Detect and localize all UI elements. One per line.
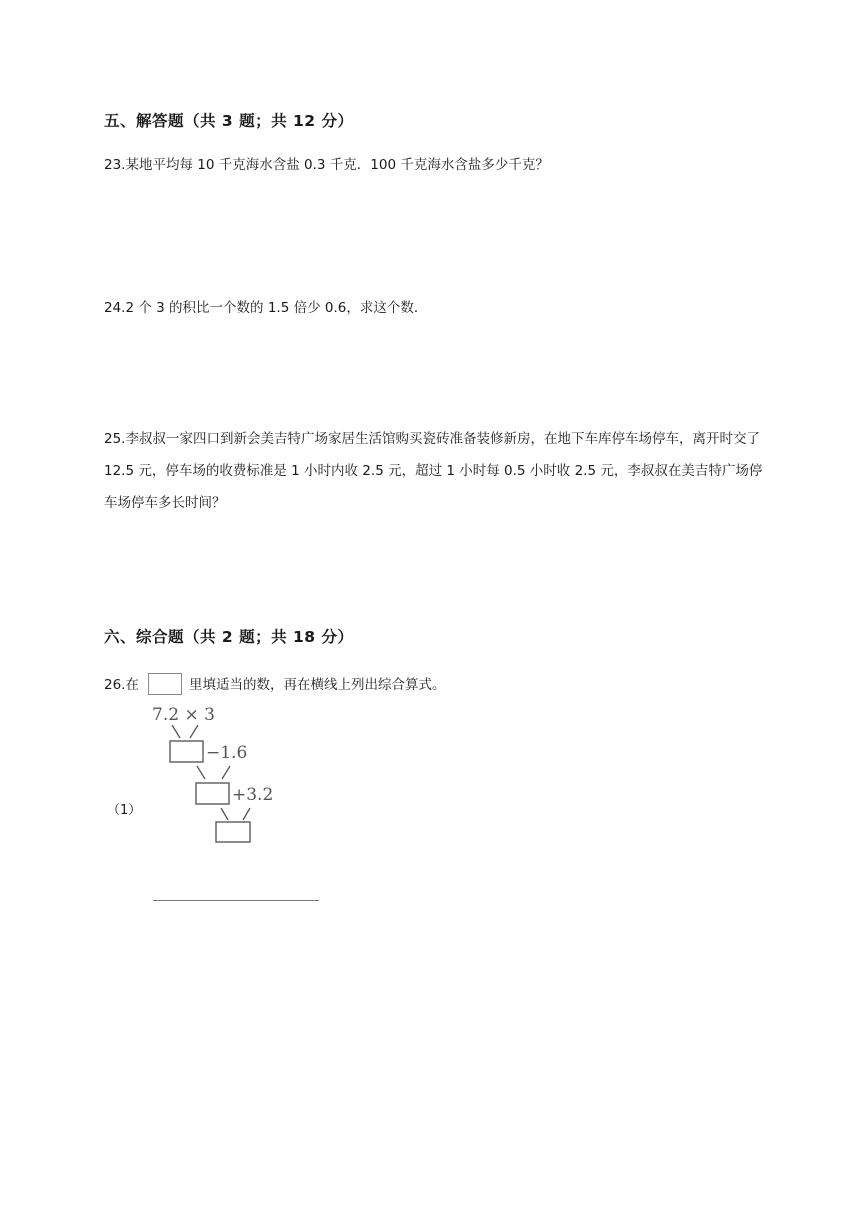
connector-line: [221, 808, 228, 820]
answer-box-sample: [148, 673, 182, 695]
step1-operation: −1.6: [206, 743, 248, 763]
section-five-title: 五、解答题（共 3 题；共 12 分）: [104, 112, 354, 130]
section-six-title: 六、综合题（共 2 题；共 18 分）: [104, 628, 354, 646]
calculation-tree-svg: [150, 700, 370, 850]
calculation-tree-diagram: [150, 700, 370, 850]
sub-question-label: （1）: [107, 803, 142, 818]
connector-line: [243, 808, 250, 820]
connector-line: [222, 766, 230, 779]
question-26: [104, 674, 445, 696]
question-23: 23.某地平均每 10 千克海水含盐 0.3 千克．100 千克海水含盐多少千克？: [104, 157, 549, 173]
connector-line: [172, 725, 180, 738]
answer-box-2[interactable]: [196, 783, 229, 804]
question-26-prefix: 26.在: [104, 677, 139, 693]
top-expression: 7.2 × 3: [152, 705, 215, 725]
question-25: 25.李叔叔一家四口到新会美吉特广场家居生活馆购买瓷砖准备装修新房，在地下车库停车场停车，离开时交了 12.5 元，停车场的收费标准是 1 小时内收 2.5 元，超过 1 小时每 0.5 小时收 2.5 元，李叔叔在美吉特广场停车场停车多长时间？: [104, 431, 763, 511]
connector-line: [197, 766, 205, 779]
connector-line: [190, 725, 198, 738]
question-26-suffix: 里填适当的数，再在横线上列出综合算式。: [188, 677, 446, 693]
answer-box-1[interactable]: [170, 741, 203, 762]
answer-box-3[interactable]: [216, 822, 250, 842]
step2-operation: +3.2: [232, 785, 274, 805]
question-24: 24.2 个 3 的积比一个数的 1.5 倍少 0.6，求这个数．: [104, 300, 428, 316]
answer-line[interactable]: [153, 900, 319, 901]
